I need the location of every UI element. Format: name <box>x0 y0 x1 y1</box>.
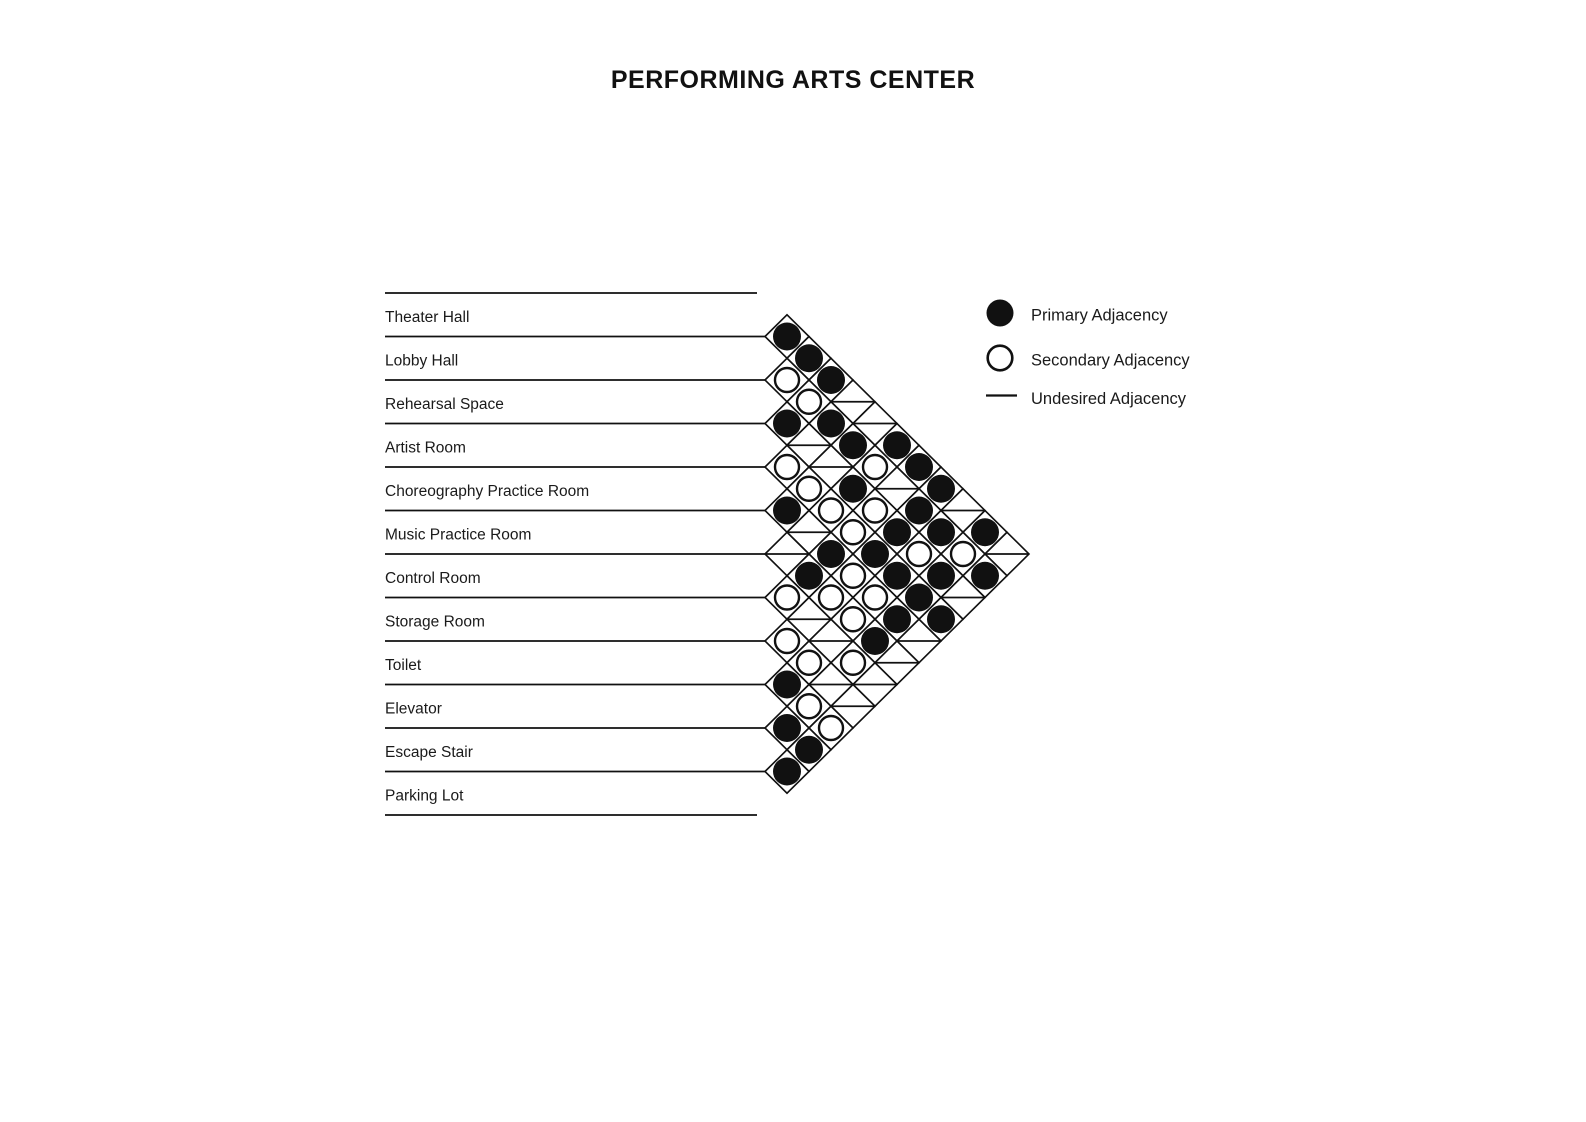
legend-primary-adjacency-icon <box>987 300 1014 327</box>
secondary-adjacency-marker <box>863 455 887 479</box>
room-label: Rehearsal Space <box>385 396 504 413</box>
primary-adjacency-marker <box>773 323 801 351</box>
primary-adjacency-marker <box>795 344 823 372</box>
primary-adjacency-marker <box>905 497 933 525</box>
secondary-adjacency-marker <box>797 694 821 718</box>
secondary-adjacency-marker <box>841 564 865 588</box>
secondary-adjacency-marker <box>841 651 865 675</box>
secondary-adjacency-marker <box>951 542 975 566</box>
primary-adjacency-marker <box>773 410 801 438</box>
primary-adjacency-marker <box>773 714 801 742</box>
legend-undesired-adjacency-label: Undesired Adjacency <box>1031 390 1187 408</box>
room-label: Choreography Practice Room <box>385 483 590 500</box>
room-label: Control Room <box>385 570 481 587</box>
primary-adjacency-marker <box>795 562 823 590</box>
primary-adjacency-marker <box>795 736 823 764</box>
legend-secondary-adjacency-icon <box>988 346 1013 371</box>
primary-adjacency-marker <box>861 627 889 655</box>
room-label: Theater Hall <box>385 309 470 326</box>
primary-adjacency-marker <box>883 562 911 590</box>
secondary-adjacency-marker <box>907 542 931 566</box>
room-label: Artist Room <box>385 439 466 457</box>
secondary-adjacency-marker <box>775 629 799 653</box>
secondary-adjacency-marker <box>819 716 843 740</box>
primary-adjacency-marker <box>927 475 955 503</box>
room-label: Music Practice Room <box>385 526 532 544</box>
primary-adjacency-marker <box>883 605 911 633</box>
room-label: Toilet <box>385 657 422 674</box>
room-label: Storage Room <box>385 613 485 631</box>
primary-adjacency-marker <box>883 518 911 546</box>
primary-adjacency-marker <box>773 758 801 786</box>
legend-secondary-adjacency-label: Secondary Adjacency <box>1031 351 1190 370</box>
room-label: Parking Lot <box>385 787 464 805</box>
primary-adjacency-marker <box>927 562 955 590</box>
secondary-adjacency-marker <box>819 586 843 610</box>
secondary-adjacency-marker <box>863 586 887 610</box>
primary-adjacency-marker <box>773 671 801 699</box>
secondary-adjacency-marker <box>819 499 843 523</box>
primary-adjacency-marker <box>971 518 999 546</box>
secondary-adjacency-marker <box>775 586 799 610</box>
primary-adjacency-marker <box>817 410 845 438</box>
primary-adjacency-marker <box>927 605 955 633</box>
primary-adjacency-marker <box>905 584 933 612</box>
room-label: Escape Stair <box>385 744 473 761</box>
adjacency-matrix <box>385 293 1029 815</box>
secondary-adjacency-marker <box>863 499 887 523</box>
secondary-adjacency-marker <box>775 368 799 392</box>
primary-adjacency-marker <box>861 540 889 568</box>
secondary-adjacency-marker <box>797 477 821 501</box>
primary-adjacency-marker <box>839 475 867 503</box>
legend <box>986 300 1190 409</box>
room-label: Elevator <box>385 700 442 718</box>
secondary-adjacency-marker <box>775 455 799 479</box>
secondary-adjacency-marker <box>797 651 821 675</box>
primary-adjacency-marker <box>773 497 801 525</box>
primary-adjacency-marker <box>883 431 911 459</box>
room-label: Lobby Hall <box>385 352 459 370</box>
primary-adjacency-marker <box>971 562 999 590</box>
primary-adjacency-marker <box>839 431 867 459</box>
secondary-adjacency-marker <box>841 520 865 544</box>
primary-adjacency-marker <box>927 518 955 546</box>
legend-primary-adjacency-label: Primary Adjacency <box>1031 306 1168 325</box>
secondary-adjacency-marker <box>841 607 865 631</box>
secondary-adjacency-marker <box>797 390 821 414</box>
primary-adjacency-marker <box>817 540 845 568</box>
page-title: PERFORMING ARTS CENTER <box>610 66 976 94</box>
primary-adjacency-marker <box>817 366 845 394</box>
primary-adjacency-marker <box>905 453 933 481</box>
